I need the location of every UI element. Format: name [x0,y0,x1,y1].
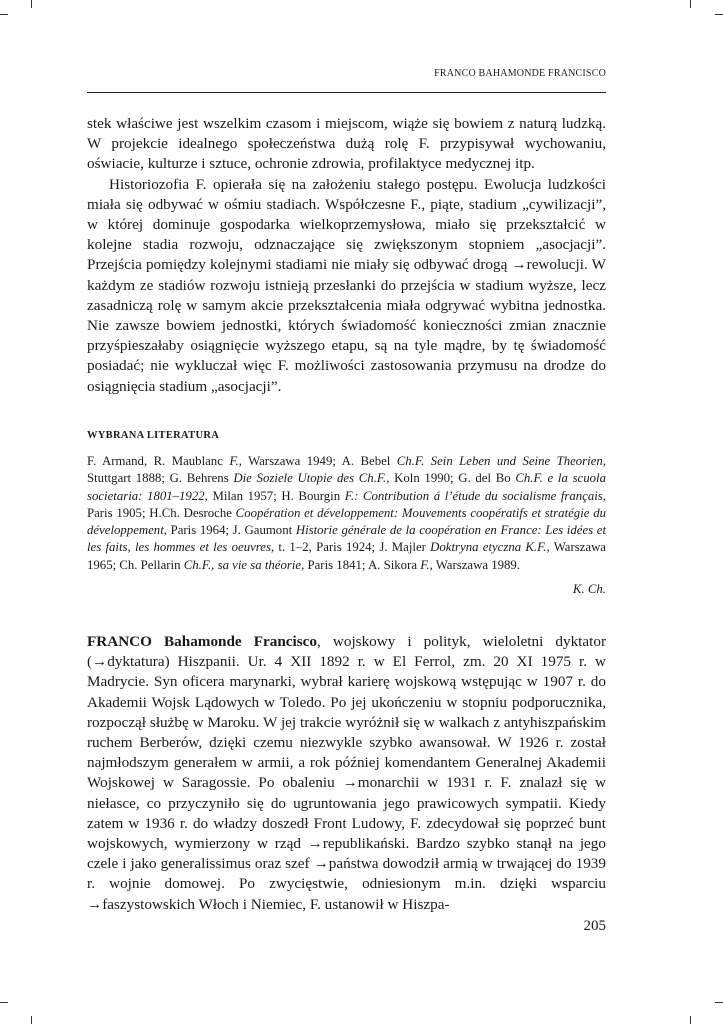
crop-mark [690,0,691,8]
page-number: 205 [583,918,606,934]
crop-mark [31,0,32,8]
body-text [87,114,606,397]
header-rule [87,92,606,93]
crop-mark [690,1016,691,1024]
entry-headword: FRANCO Bahamonde Francisco [87,633,318,650]
crop-mark [0,14,8,15]
entry-paragraph: FRANCO Bahamonde Francisco, wojskowy i polityk, wieloletni dyktator (→dyktatura) Hiszpanii. Ur. 4 XII 1892 r. w El Ferrol, zm. 20 XI 1975 r. w Madrycie. Syn oficera marynarki, wybrał karierę wojskową wstępując w 1907 r. do Akademii Wojsk Lądowych w Toledo. Po jej ukończeniu w stopniu podporucznika, rozpoczął służbę w Maroku. W jej trakcie wyróżnił się w walkach z antyhiszpańskim ruchem Berberów, dzięki czemu niezwykle szybko awansował. W 1926 r. został najmłodszym generałem w armii, a rok później komendantem Generalnej Akademii Wojskowej w Saragossie. Po obaleniu →monarchii w 1931 r. F. znalazł się w niełasce, co przyczyniło się do ugruntowania jego prawicowych sympatii. Kiedy zatem w 1936 r. do władzy doszedł Front Ludowy, F. zdecydował się poprzeć bunt wojskowych, wymierzony w rząd →republikański. Bardzo szybko stanął na jego czele i jako generalissimus oraz szef →państwa dowodził armią w trwającej do 1939 r. wojnie domowej. Po zwycięstwie, odniesionym m.in. dzięki wsparciu →faszystowskich Włoch i Niemiec, F. ustanowił w Hiszpa- [87,633,606,913]
running-header: FRANCO BAHAMONDE FRANCISCO [434,68,606,79]
crop-mark [715,14,723,15]
literature-list [87,453,606,574]
paragraph: Historiozofia F. opierała się na założeniu stałego postępu. Ewolucja ludzkości miała się odbywać w ośmiu stadiach. Współczesne F., piąte, stadium „cywilizacji”, w której dominuje gospodarka wielkoprzemysłowa, miało się przekształcić w kolejne stadia rozwoju, odznaczające się zwiększonym stopniem „asocjacji”. Przejścia pomiędzy kolejnymi stadiami nie miały się odbywać drogą →rewolucji. W każdym ze stadiów rozwoju istnieją przesłanki do przejścia w stadium wyższe, lecz zasadniczą rolę w samym akcie przekształcenia miała odgrywać wybitna jednostka. Nie zawsze bowiem jednostki, których świadomość konieczności zmian znacznie przyśpieszałaby osiągnięcie wyższego etapu, są na tyle mądre, by tę świadomość posiadać; nie wykluczał więc F. możliwości zastosowania przymusu na drodze do osiągnięcia stadium „asocjacji”. [87,175,606,395]
literature-heading: WYBRANA LITERATURA [87,430,220,441]
entry-franco [87,632,606,915]
crop-mark [31,1016,32,1024]
bibliography: F. Armand, R. Maublanc F., Warszawa 1949; A. Bebel Ch.F. Sein Leben und Seine Theorien, Stuttgart 1888; G. Behrens Die Soziele Utopie des Ch.F., Koln 1990; G. del Bo Ch.F. e la scuola societaria: 1801–1922, Milan 1957; H. Bourgin F.: Contribution á l’étude du socialisme français, Paris 1905; H.Ch. Desroche Coopération et développement: Mouvements coopératifs et stratégie du développement, Paris 1964; J. Gaumont Historie générale de la coopération en France: Les idées et les faits, les hommes et les oeuvres, t. 1–2, Paris 1924; J. Majler Doktryna etyczna K.F., Warszawa 1965; Ch. Pellarin Ch.F., sa vie sa théorie, Paris 1841; A. Sikora F., Warszawa 1989. [87,454,607,572]
crop-mark [0,1002,8,1003]
crop-mark [715,1002,723,1003]
paragraph: stek właściwe jest wszelkim czasom i miejscom, wiąże się bowiem z naturą ludzką. W projekcie idealnego społeczeństwa dużą rolę F. przypisywał wychowaniu, oświacie, kulturze i sztuce, ochronie zdrowia, profilaktyce medycznej itp. [87,115,606,173]
author-signature: K. Ch. [572,582,606,596]
